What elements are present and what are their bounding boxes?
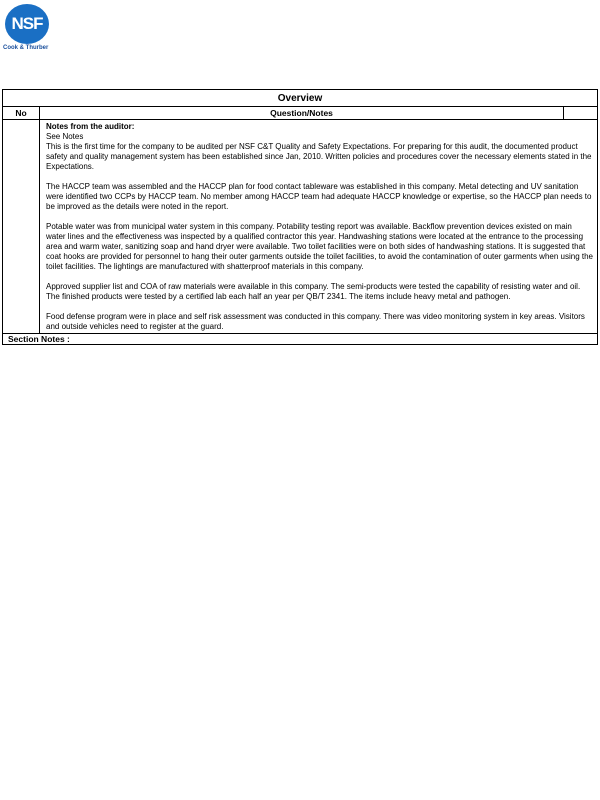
column-header-blank xyxy=(564,107,598,120)
notes-paragraph: The HACCP team was assembled and the HACCP plan for food contact tableware was established in this company. Metal detecting and UV sanitation were identified two CCPs by HACCP team. No member among HACCP team had adequate HACCP knowledge or expertise, so the HACCP plan needs to be improved as the details were noted in the report. xyxy=(46,182,592,211)
table-header-row xyxy=(3,107,598,120)
auditor-notes-cell xyxy=(40,120,598,334)
overview-table xyxy=(2,89,598,345)
table-row xyxy=(3,120,598,334)
nsf-logo xyxy=(3,4,55,51)
overview-title: Overview xyxy=(3,90,598,107)
notes-paragraph: Food defense program were in place and self risk assessment was conducted in this company. There was video monitoring system in key areas. Visitors and outside vehicles need to register at the guard. xyxy=(46,312,585,331)
notes-paragraph: Potable water was from municipal water system in this company. Potability testing report was available. Backflow prevention devices existed on main water lines and the effectiveness was inspected by a qualified contractor this year. Handwashing stations were located at the entrance to the processing area and warm water, sanitizing soap and hand dryer were available. Two toilet facilities were on both sides of handwashing stations. It is suggested that coat hooks are provided for personnel to hang their outer garments outside the toilet facilities, to avoid the contamination of outer garments when using the toilet facilities. The lightings are manufactured with shatterproof materials in this company. xyxy=(46,222,593,271)
notes-heading: Notes from the auditor: xyxy=(46,122,135,131)
section-notes-row xyxy=(3,334,598,345)
overview-title-row xyxy=(3,90,598,107)
column-header-no: No xyxy=(3,107,40,120)
column-header-question-notes: Question/Notes xyxy=(40,107,564,120)
see-notes-text: See Notes xyxy=(46,132,84,141)
row-number-cell xyxy=(3,120,40,334)
overview-section xyxy=(2,89,598,345)
nsf-logo-mark: NSF xyxy=(5,4,49,44)
notes-paragraph: This is the first time for the company to be audited per NSF C&T Quality and Safety Expectations. For preparing for this audit, the documented product safety and quality management system has been established since Jan, 2010. Written policies and procedures cover the necessary elements stated in the Expectations. xyxy=(46,142,592,171)
nsf-logo-subtitle: Cook & Thurber xyxy=(3,45,49,51)
notes-paragraph: Approved supplier list and COA of raw materials were available in this company. The semi-products were tested the capability of resisting water and oil. The finished products were tested by a certified lab each half an year per QB/T 2341. The items include heavy metal and pathogen. xyxy=(46,282,581,301)
section-notes-label: Section Notes : xyxy=(3,334,598,345)
